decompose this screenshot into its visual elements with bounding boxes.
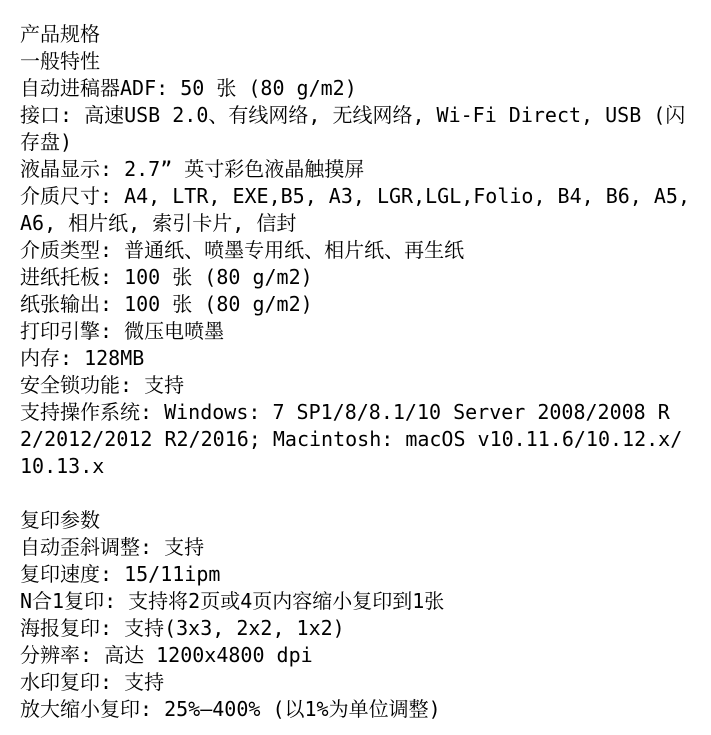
spec-os-support: 支持操作系统: Windows: 7 SP1/8/8.1/10 Server 2008/2008 R2/2012/2012 R2/2016; Macintosh: macOS v10.11.6/10.12.x/10.13.x bbox=[20, 400, 683, 478]
spec-security-lock: 安全锁功能: 支持 bbox=[20, 373, 185, 397]
general-features-heading: 一般特性 bbox=[20, 49, 100, 73]
copy-params-heading: 复印参数 bbox=[20, 508, 100, 532]
spec-memory: 内存: 128MB bbox=[20, 346, 145, 370]
spec-media-size: 介质尺寸: A4, LTR, EXE,B5, A3, LGR,LGL,Folio, B4, B6, A5, A6, 相片纸, 索引卡片, 信封 bbox=[20, 184, 691, 235]
spec-adf: 自动进稿器ADF: 50 张 (80 g/m2) bbox=[20, 76, 357, 100]
copy-auto-deskew: 自动歪斜调整: 支持 bbox=[20, 535, 205, 559]
copy-speed: 复印速度: 15/11ipm bbox=[20, 562, 221, 586]
spec-paper-tray: 进纸托板: 100 张 (80 g/m2) bbox=[20, 265, 313, 289]
copy-poster: 海报复印: 支持(3x3, 2x2, 1x2) bbox=[20, 616, 345, 640]
spec-heading: 产品规格 bbox=[20, 22, 100, 46]
spec-media-type: 介质类型: 普通纸、喷墨专用纸、相片纸、再生纸 bbox=[20, 238, 465, 262]
section-gap bbox=[20, 480, 693, 507]
copy-watermark: 水印复印: 支持 bbox=[20, 670, 165, 694]
copy-zoom: 放大缩小复印: 25%—400% (以1%为单位调整) bbox=[20, 697, 441, 721]
copy-resolution: 分辨率: 高达 1200x4800 dpi bbox=[20, 643, 313, 667]
spec-print-engine: 打印引擎: 微压电喷墨 bbox=[20, 319, 225, 343]
copy-n-in-1: N合1复印: 支持将2页或4页内容缩小复印到1张 bbox=[20, 589, 445, 613]
spec-lcd: 液晶显示: 2.7” 英寸彩色液晶触摸屏 bbox=[20, 157, 365, 181]
spec-interface: 接口: 高速USB 2.0、有线网络, 无线网络, Wi-Fi Direct, USB (闪存盘) bbox=[20, 103, 686, 154]
spec-paper-output: 纸张输出: 100 张 (80 g/m2) bbox=[20, 292, 313, 316]
